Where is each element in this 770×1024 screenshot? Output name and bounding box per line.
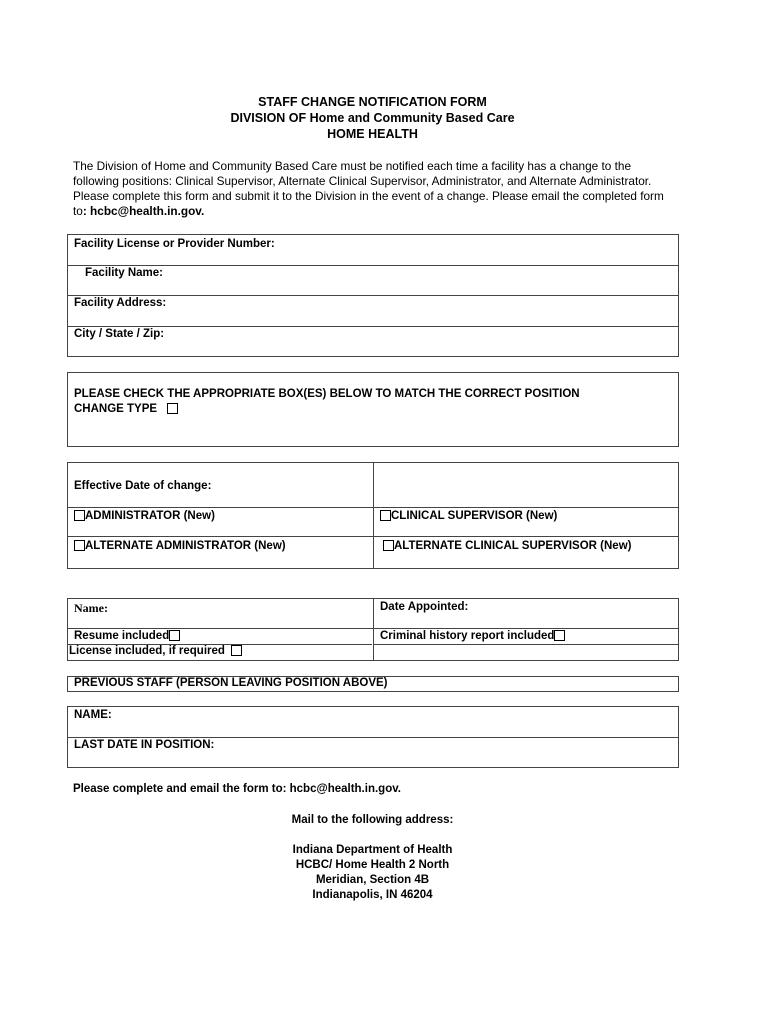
- divider: [68, 507, 678, 508]
- address-line: Indianapolis, IN 46204: [312, 889, 433, 901]
- clinical-supervisor-option: [380, 510, 557, 522]
- divider: [68, 265, 678, 266]
- clinical-supervisor-label: CLINICAL SUPERVISOR (New): [391, 510, 558, 522]
- column-divider: [373, 463, 374, 568]
- last-date-label[interactable]: LAST DATE IN POSITION:: [74, 739, 215, 751]
- license-option: [69, 645, 242, 657]
- previous-staff-heading-box: [67, 676, 679, 692]
- change-type-box: [67, 372, 679, 447]
- administrator-label: ADMINISTRATOR (New): [85, 510, 215, 522]
- division-name: DIVISION OF Home and Community Based Care: [230, 111, 515, 125]
- alt-clinical-supervisor-option: [383, 540, 631, 552]
- check-instruction-line1: PLEASE CHECK THE APPROPRIATE BOX(ES) BELOW TO MATCH THE CORRECT POSITION: [74, 388, 580, 400]
- date-appointed-label[interactable]: Date Appointed:: [380, 601, 469, 613]
- administrator-checkbox[interactable]: [74, 510, 85, 521]
- criminal-history-label: Criminal history report included: [380, 630, 555, 642]
- previous-staff-box: [67, 706, 679, 768]
- divider: [373, 644, 678, 645]
- address-line: HCBC/ Home Health 2 North: [295, 859, 450, 871]
- facility-name-label[interactable]: Facility Name:: [85, 267, 163, 279]
- facility-address-label[interactable]: Facility Address:: [74, 297, 167, 309]
- change-type-label: CHANGE TYPE: [74, 403, 158, 415]
- check-instruction-line2: [74, 403, 178, 415]
- resume-checkbox[interactable]: [169, 630, 180, 641]
- divider: [68, 628, 678, 629]
- facility-info-box: [67, 234, 679, 357]
- administrator-option: [74, 510, 215, 522]
- change-type-checkbox[interactable]: [167, 403, 178, 414]
- intro-text: The Division of Home and Community Based Care must be notified each time a facility has a change to the following positions: Clinical Supervisor, Alternate Clinical Supervisor, Administrator, and Alternate Administrator. Please complete this form and submit it to the Division in the event of a change. Please email the completed form to: [73, 159, 664, 218]
- criminal-history-option: [380, 630, 565, 642]
- license-included-label: License included, if required: [69, 645, 225, 657]
- criminal-history-checkbox[interactable]: [554, 630, 565, 641]
- divider: [68, 295, 678, 296]
- previous-staff-heading: PREVIOUS STAFF (PERSON LEAVING POSITION ABOVE): [74, 677, 388, 689]
- facility-license-label[interactable]: Facility License or Provider Number:: [74, 238, 275, 250]
- alt-administrator-option: [74, 540, 286, 552]
- city-state-zip-label[interactable]: City / State / Zip:: [74, 328, 165, 340]
- email-instruction: Please complete and email the form to: hcbc@health.in.gov.: [73, 783, 401, 795]
- intro-paragraph: [73, 159, 678, 219]
- alt-clinical-supervisor-checkbox[interactable]: [383, 540, 394, 551]
- divider: [68, 536, 678, 537]
- previous-name-label[interactable]: NAME:: [74, 709, 112, 721]
- alt-clinical-supervisor-label: ALTERNATE CLINICAL SUPERVISOR (New): [394, 540, 632, 552]
- alt-administrator-label: ALTERNATE ADMINISTRATOR (New): [85, 540, 286, 552]
- license-checkbox[interactable]: [231, 645, 242, 656]
- column-divider: [373, 599, 374, 660]
- divider: [68, 737, 678, 738]
- form-title: STAFF CHANGE NOTIFICATION FORM: [258, 95, 487, 109]
- mail-instruction: Mail to the following address:: [291, 814, 454, 826]
- program-name: HOME HEALTH: [327, 127, 418, 141]
- positions-box: [67, 462, 679, 569]
- name-label[interactable]: Name:: [74, 601, 108, 615]
- alt-administrator-checkbox[interactable]: [74, 540, 85, 551]
- address-line: Indiana Department of Health: [292, 844, 453, 856]
- address-line: Meridian, Section 4B: [315, 874, 430, 886]
- intro-email: : hcbc@health.in.gov.: [82, 204, 205, 218]
- form-header: [67, 94, 678, 142]
- resume-option: [74, 630, 180, 642]
- resume-label: Resume included: [74, 630, 170, 642]
- clinical-supervisor-checkbox[interactable]: [380, 510, 391, 521]
- divider: [68, 326, 678, 327]
- new-staff-box: [67, 598, 679, 661]
- mailing-address: [67, 843, 678, 903]
- effective-date-label[interactable]: Effective Date of change:: [74, 480, 212, 492]
